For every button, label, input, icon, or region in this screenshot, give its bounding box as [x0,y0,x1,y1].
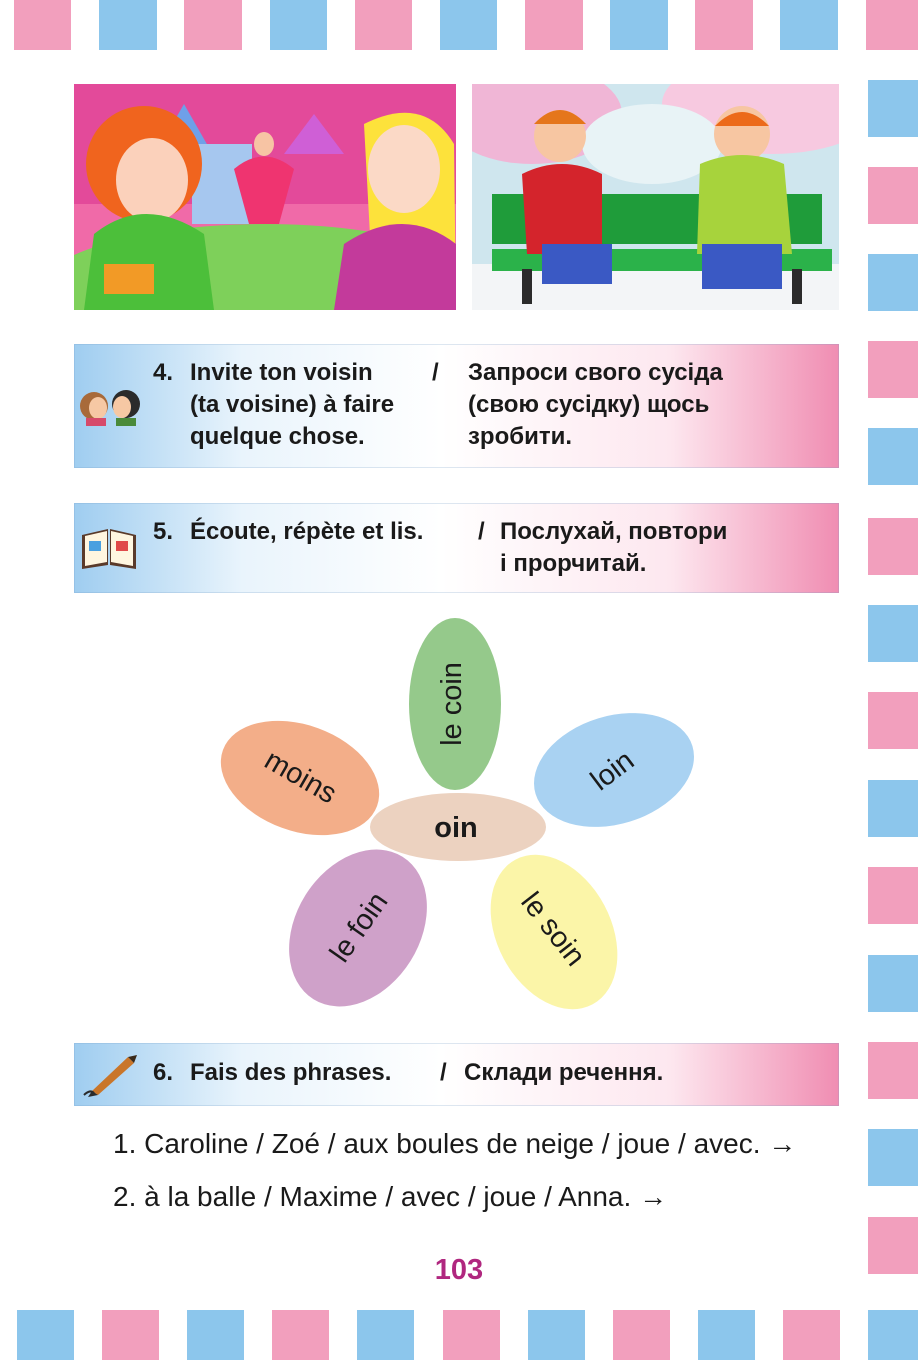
border-square [14,0,71,50]
word-flower [200,610,710,1020]
exercise-fr-line: (ta voisine) à faire [190,391,395,418]
sentence-2: 2. à la balle / Maxime / avec / joue / Anna. → [113,1181,668,1212]
separator: / [478,518,485,545]
border-square [868,341,918,398]
border-square [184,0,242,50]
exercise-5-banner [74,503,839,593]
exercise-uk-line: зробити. [468,423,573,450]
exercise-uk-line: Запроси свого сусіда [468,359,723,386]
pen-icon [82,1051,138,1106]
two-kids-talking-icon [76,386,144,435]
border-square [868,955,918,1012]
exercise-fr-line: Fais des phrases. [190,1059,392,1086]
border-square [868,1129,918,1186]
exercise-fr-line: Invite ton voisin [190,359,373,386]
border-square [528,1310,585,1360]
page-number: 103 [434,1254,484,1286]
exercise-uk-line: (свою сусідку) щось [468,391,710,418]
exercise-number: 5. [153,518,174,545]
border-square [272,1310,329,1360]
petal-label-moins: moins [259,743,342,811]
petal-label-le-foin: le foin [323,886,395,969]
border-square [783,1310,840,1360]
border-square [613,1310,670,1360]
border-square [99,0,157,50]
border-square [868,867,918,924]
border-square [698,1310,755,1360]
exercise-uk-line: і прорчитай. [500,550,647,577]
border-square [357,1310,414,1360]
border-square [868,780,918,837]
exercise-fr-line: quelque chose. [190,423,365,450]
exercise-fr-line: Écoute, répète et lis. [190,518,424,545]
border-square [443,1310,500,1360]
exercise-number: 6. [153,1059,174,1086]
exercise-6-banner [74,1043,839,1106]
border-square [440,0,497,50]
border-square [270,0,327,50]
separator: / [440,1059,447,1086]
petal-label-le-coin: le coin [436,662,468,746]
border-square [868,167,918,224]
exercise-4-banner [74,344,839,468]
border-square [695,0,753,50]
border-square [868,605,918,662]
border-square [868,254,918,311]
border-square [187,1310,244,1360]
exercise-uk-line: Послухай, повтори [500,518,728,545]
border-square [868,80,918,137]
exercise-uk-line: Склади речення. [464,1059,664,1086]
border-square [868,518,918,575]
flower-center-label: oin [434,812,478,844]
petal-label-le-soin: le soin [514,886,592,973]
boys-on-bench-illustration [472,84,839,310]
border-square [102,1310,159,1360]
border-square [355,0,412,50]
border-square [17,1310,74,1360]
girls-playing-illustration [74,84,456,310]
border-square [868,1310,918,1360]
border-square [866,0,918,50]
border-square [525,0,583,50]
border-square [610,0,668,50]
border-square [780,0,838,50]
exercise-number: 4. [153,359,174,386]
sentence-1: 1. Caroline / Zoé / aux boules de neige / joue / avec. → [113,1128,797,1159]
border-square [868,1042,918,1099]
petal-label-loin: loin [584,744,641,798]
border-square [868,692,918,749]
border-square [868,428,918,485]
open-book-icon [80,525,138,580]
separator: / [432,359,439,386]
